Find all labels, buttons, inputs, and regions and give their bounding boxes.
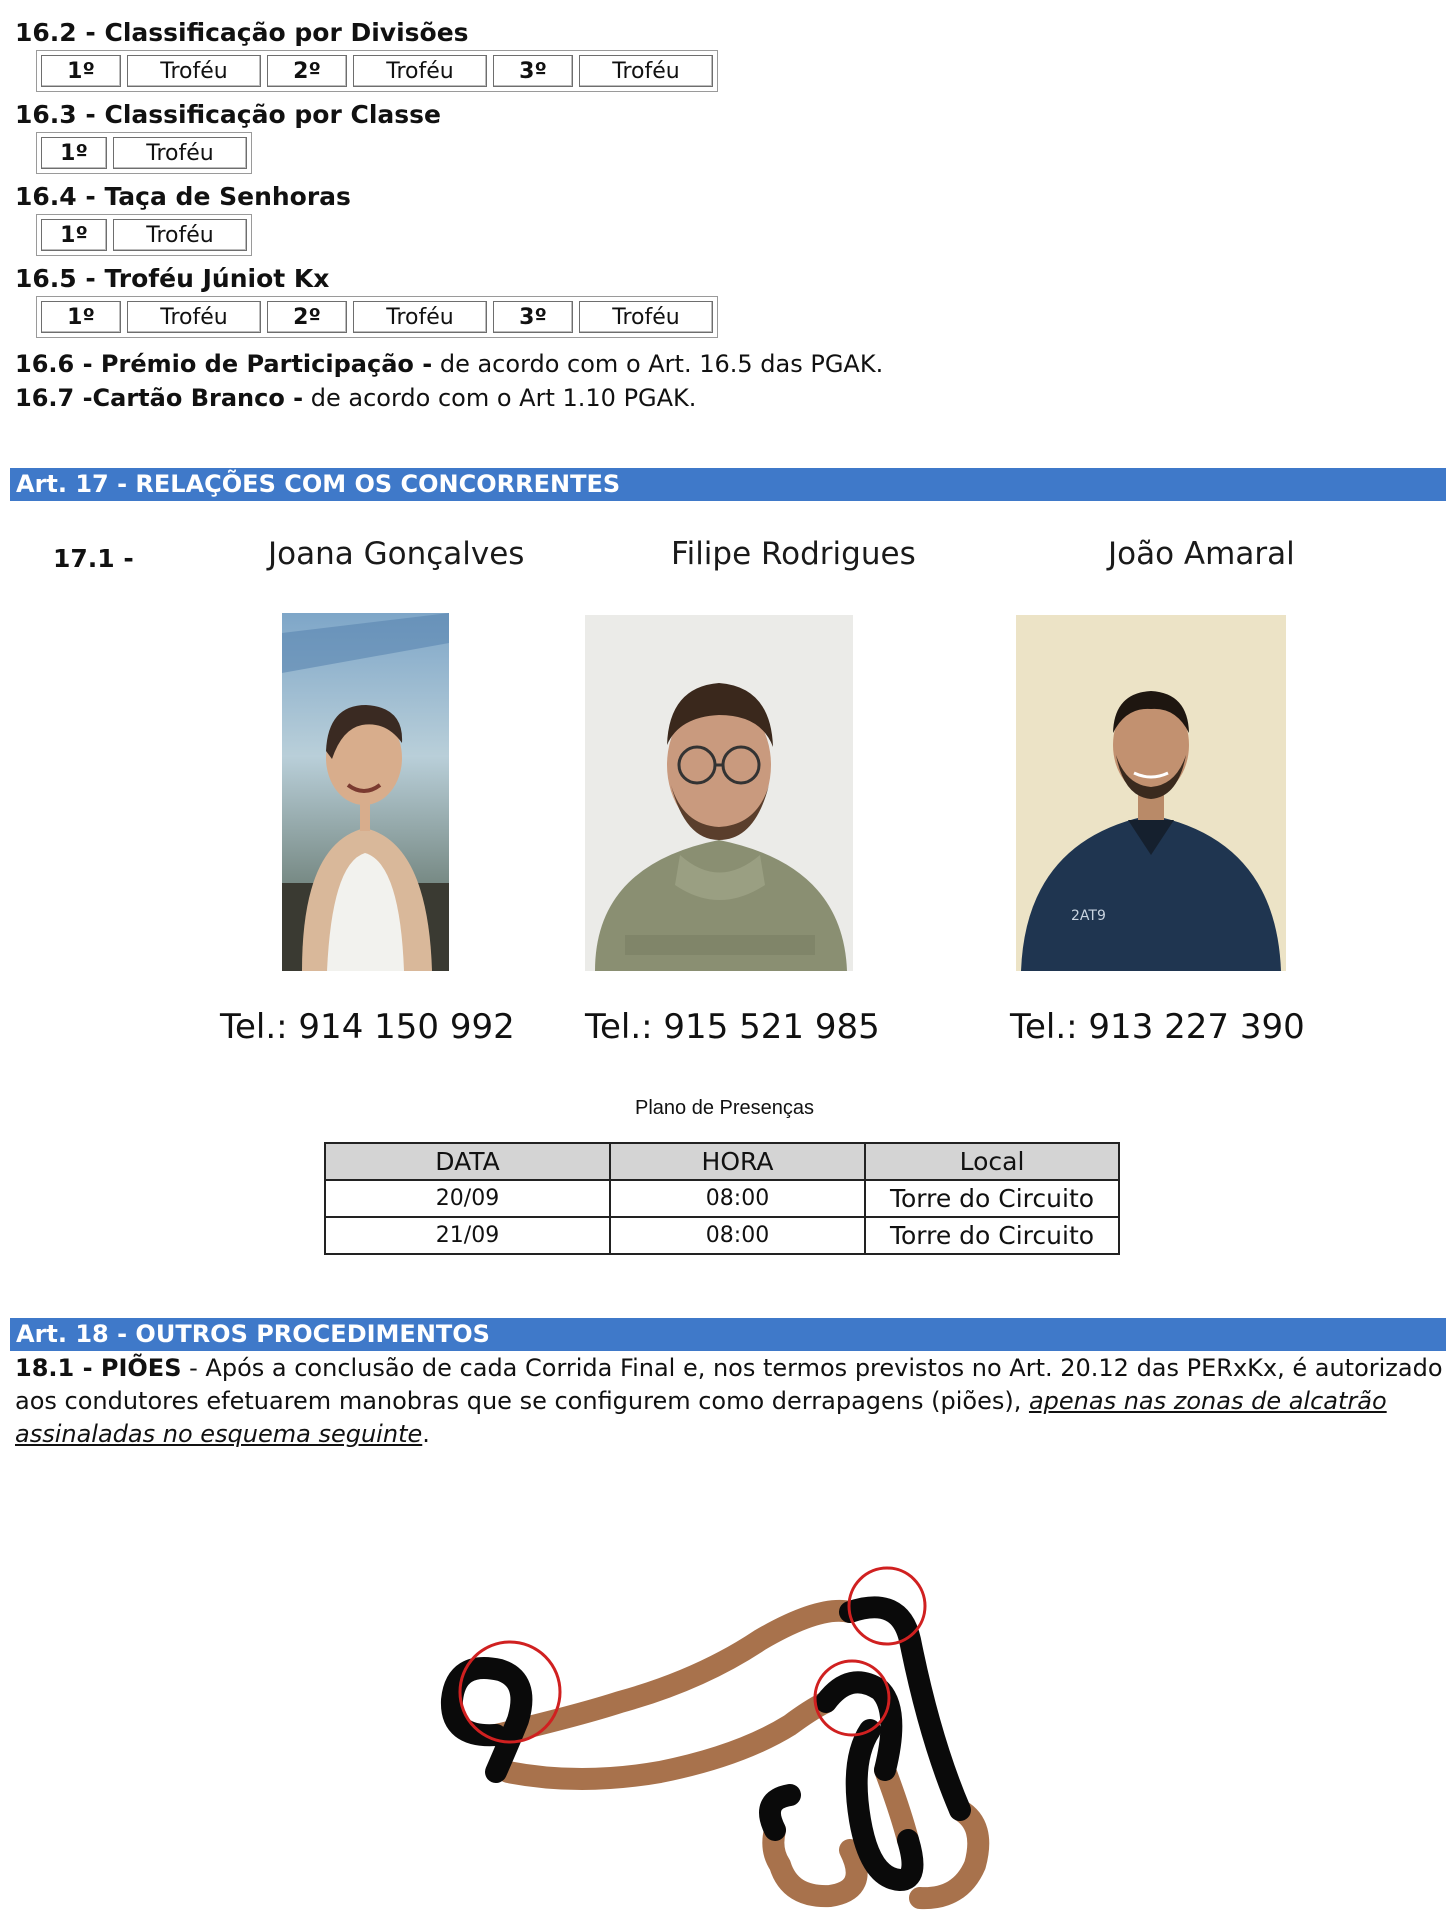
table-cell: Torre do Circuito xyxy=(865,1217,1119,1254)
column-header: HORA xyxy=(610,1143,865,1180)
underlined-text-18-1: apenas nas zonas de alcatrão assinaladas no esquema seguinte xyxy=(15,1387,1387,1448)
table-cell: 08:00 xyxy=(610,1180,865,1217)
contact-phone: Tel.: 913 227 390 xyxy=(1010,1007,1305,1047)
awards-row-divisoes xyxy=(36,50,718,92)
text-18-1: - Após a conclusão de cada Corrida Final e, nos termos previstos no Art. 20.12 das PERxKx, é autorizado aos condutores efetuarem manobras que se configurem como derrapagens (piões), xyxy=(15,1354,1443,1415)
person-photo-icon xyxy=(1016,615,1286,971)
plan-title: Plano de Presenças xyxy=(635,1097,815,1119)
table-cell: 21/09 xyxy=(325,1217,610,1254)
contact-name: Joana Gonçalves xyxy=(268,536,525,572)
presence-table xyxy=(324,1142,1120,1255)
table-header-row xyxy=(325,1143,1119,1180)
label-18-1: 18.1 - PIÕES xyxy=(15,1354,182,1382)
award-prize: Troféu xyxy=(579,55,713,87)
item-17-1: 17.1 - xyxy=(53,544,134,573)
awards-row-senhoras xyxy=(36,214,252,256)
paragraph-18-1 xyxy=(15,1352,1445,1451)
heading-16-3: 16.3 - Classificação por Classe xyxy=(15,100,441,129)
heading-16-2: 16.2 - Classificação por Divisões xyxy=(15,18,469,47)
awards-row-classe xyxy=(36,132,252,174)
text-16-7: de acordo com o Art 1.10 PGAK. xyxy=(303,384,697,412)
table-cell: 08:00 xyxy=(610,1217,865,1254)
text-18-1-end: . xyxy=(422,1420,430,1448)
table-cell: 20/09 xyxy=(325,1180,610,1217)
line-16-6 xyxy=(15,350,883,378)
contact-photo xyxy=(585,615,853,971)
table-row xyxy=(325,1217,1119,1254)
award-position: 1º xyxy=(41,137,107,169)
contact-phone: Tel.: 914 150 992 xyxy=(220,1007,515,1047)
track-diagram xyxy=(430,1560,1010,1910)
column-header: Local xyxy=(865,1143,1119,1180)
label-16-7: 16.7 -Cartão Branco - xyxy=(15,384,304,412)
award-position: 1º xyxy=(41,301,121,333)
line-16-7 xyxy=(15,384,696,412)
award-position: 1º xyxy=(41,55,121,87)
text-16-6: de acordo com o Art. 16.5 das PGAK. xyxy=(432,350,884,378)
award-prize: Troféu xyxy=(353,55,487,87)
award-prize: Troféu xyxy=(353,301,487,333)
contact-phone: Tel.: 915 521 985 xyxy=(585,1007,880,1047)
contact-photo xyxy=(282,613,449,971)
heading-16-4: 16.4 - Taça de Senhoras xyxy=(15,182,351,211)
award-prize: Troféu xyxy=(113,219,247,251)
column-header: DATA xyxy=(325,1143,610,1180)
person-photo-icon xyxy=(585,615,853,971)
award-prize: Troféu xyxy=(113,137,247,169)
svg-text:2AT9: 2AT9 xyxy=(1071,908,1106,924)
award-position: 3º xyxy=(493,55,573,87)
contact-name: João Amaral xyxy=(1108,536,1295,572)
contact-name: Filipe Rodrigues xyxy=(671,536,916,572)
person-photo-icon xyxy=(282,613,449,971)
table-cell: Torre do Circuito xyxy=(865,1180,1119,1217)
award-prize: Troféu xyxy=(127,301,261,333)
award-prize: Troféu xyxy=(127,55,261,87)
awards-row-junior xyxy=(36,296,718,338)
table-row xyxy=(325,1180,1119,1217)
heading-16-5: 16.5 - Troféu Júniot Kx xyxy=(15,264,330,293)
contact-photo xyxy=(1016,615,1286,971)
award-position: 2º xyxy=(267,301,347,333)
award-position: 2º xyxy=(267,55,347,87)
section-band-art18: Art. 18 - OUTROS PROCEDIMENTOS xyxy=(10,1318,1446,1351)
award-position: 1º xyxy=(41,219,107,251)
section-band-art17: Art. 17 - RELAÇÕES COM OS CONCORRENTES xyxy=(10,468,1446,501)
award-prize: Troféu xyxy=(579,301,713,333)
label-16-6: 16.6 - Prémio de Participação - xyxy=(15,350,433,378)
award-position: 3º xyxy=(493,301,573,333)
